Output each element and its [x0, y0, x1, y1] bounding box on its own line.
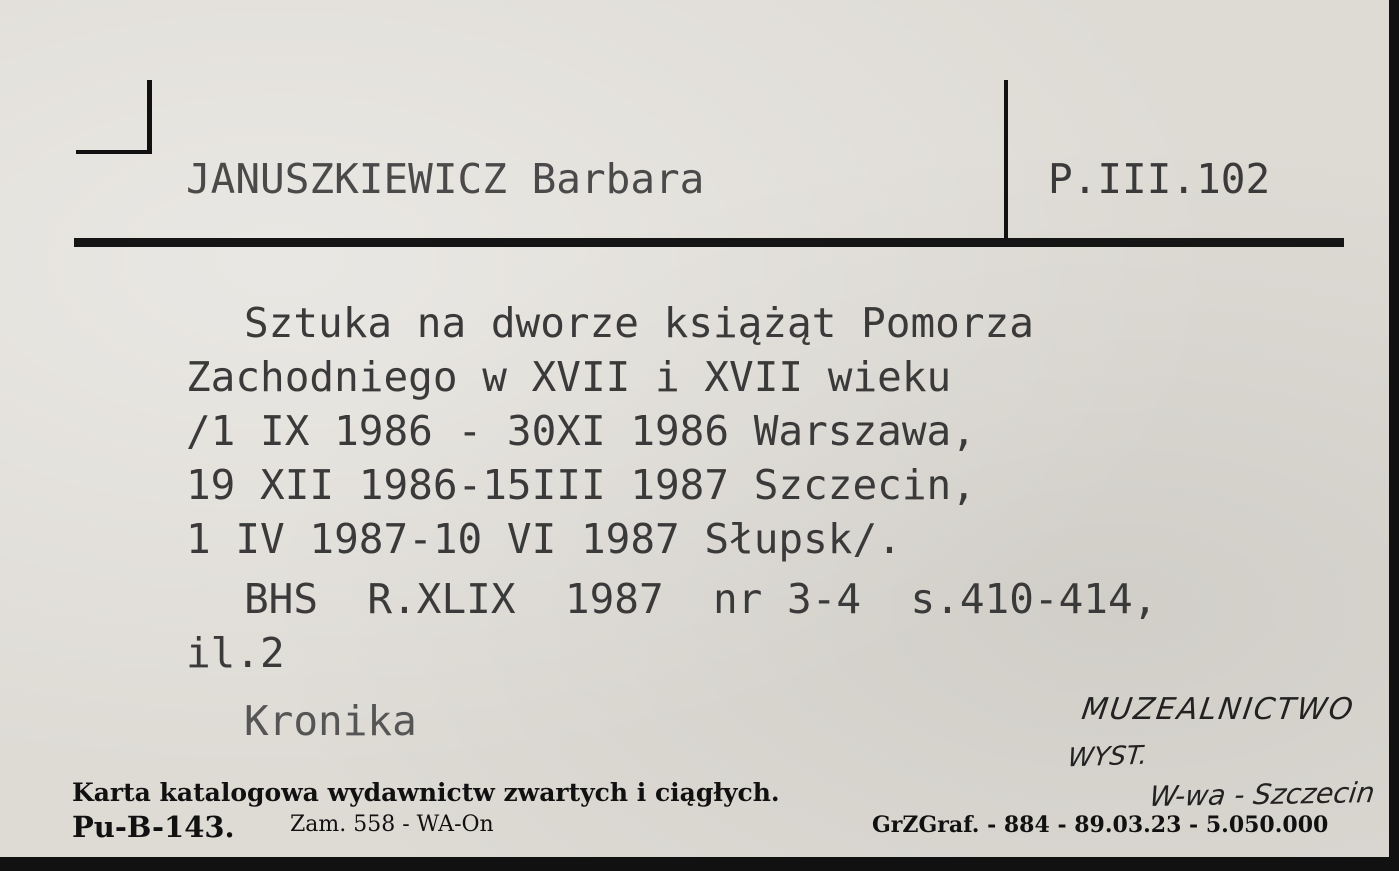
- source-block: [186, 572, 1157, 680]
- printer-info: GrZGraf. - 884 - 89.03.23 - 5.050.000: [872, 812, 1329, 838]
- title-line: Zachodniego w XVII i XVII wieku: [186, 353, 952, 401]
- handwritten-note: WYST.: [1066, 740, 1149, 774]
- section-label: Kronika: [244, 697, 417, 745]
- corner-bracket-horizontal: [76, 150, 152, 154]
- title-line: 19 XII 1986-15III 1987 Szczecin,: [186, 461, 976, 509]
- scan-edge-right: [1389, 0, 1399, 871]
- form-description: Karta katalogowa wydawnictw zwartych i ciągłych.: [72, 778, 780, 807]
- heading-rule: [74, 238, 1344, 247]
- title-line: /1 IX 1986 - 30XI 1986 Warszawa,: [186, 407, 976, 455]
- form-code: Pu-B-143.: [72, 810, 235, 844]
- source-line: BHS R.XLIX 1987 nr 3-4 s.410-414,: [244, 575, 1158, 623]
- order-number: Zam. 558 - WA-On: [290, 812, 494, 837]
- header-divider: [1004, 80, 1008, 238]
- handwritten-note: MUZEALNICTWO: [1079, 692, 1357, 727]
- source-line: il.2: [186, 629, 285, 677]
- author-heading: JANUSZKIEWICZ Barbara: [186, 155, 705, 203]
- title-line: 1 IV 1987-10 VI 1987 Słupsk/.: [186, 515, 902, 563]
- call-number: P.III.102: [1048, 155, 1271, 203]
- title-line: Sztuka na dworze książąt Pomorza: [244, 299, 1034, 347]
- title-block: [186, 296, 1034, 566]
- handwritten-note: W-wa - Szczecin: [1147, 776, 1377, 813]
- corner-bracket-vertical: [147, 80, 152, 154]
- scan-edge-bottom: [0, 857, 1399, 871]
